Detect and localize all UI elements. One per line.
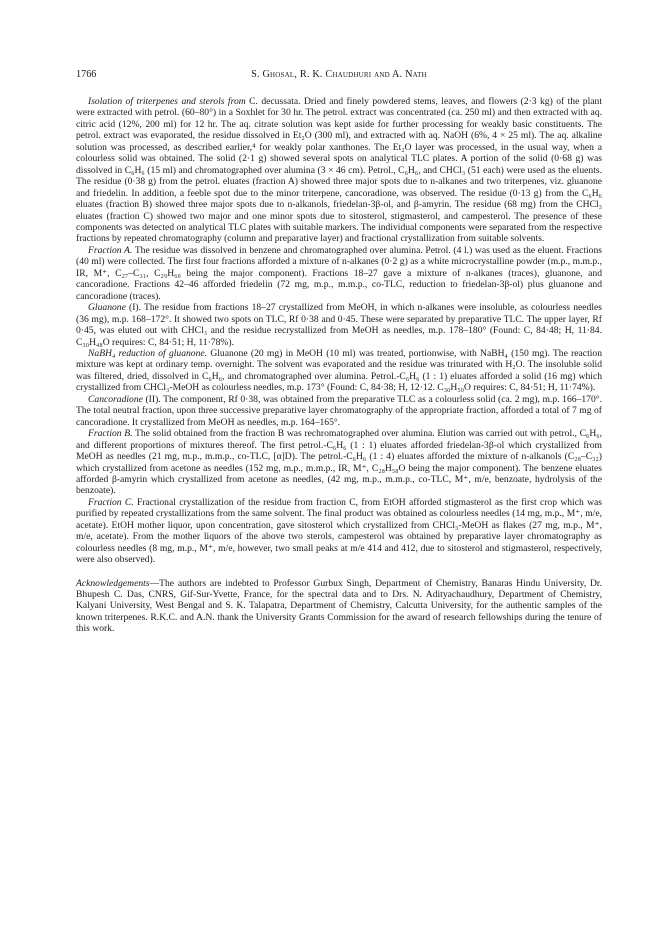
paragraph-cancoradione	[76, 394, 602, 428]
paragraph-fraction-a	[76, 245, 602, 302]
running-head-authors: S. Ghosal, R. K. Chaudhuri and A. Nath	[251, 69, 427, 80]
paragraph-heading: Gluanone	[88, 302, 126, 314]
paragraph-heading: Cancoradione	[88, 393, 143, 405]
paragraph-nabh4-reduction	[76, 348, 602, 394]
paragraph-text: The solid obtained from the fraction B was rechromatographed over alumina. Elution was carried out with petrol., C₆H₆, and different proportions of mixtures thereof. The first petrol.-C₆H₆ (1 : 1) eluates afforded friedelan-3β-ol which crystallized from MeOH as needles (21 mg, m.p., m.m.p., co-TLC, [α]D). The petrol.-C₆H₆ (1 : 4) eluates afforded the mixture of n-alkanols (C₂₈–C₃₂) which crystallized from acetone as needles (152 mg, m.p., m.m.p., IR, M⁺, C₂₈H₅₈O being the major component). The benzene eluates afforded β-amyrin which crystallized from acetone as needles, (42 mg, m.p., m.m.p., co-TLC, M⁺, m/e, benzoate, hydrolysis of the benzoate).	[76, 428, 602, 497]
acknowledgements-heading: Acknowledgements	[76, 577, 150, 589]
paragraph-heading: Isolation of triterpenes and sterols from	[88, 96, 246, 107]
paragraph-text: Fractional crystallization of the residue from fraction C, from EtOH afforded stigmasterol as the first crop which was purified by repeated crystallizations from the same solvent. The final product was obtained as colourless needles (14 mg, m.p., M⁺, m/e, acetate). EtOH mother liquor, upon concentration, gave sitosterol which crystallized from CHCl₃-MeOH as flakes (27 mg, m.p., M⁺, m/e, acetate). From the mother liquors of the above two sterols, campesterol was obtained by preparative layer chromatography as colourless needles (8 mg, m.p., M⁺, m/e, however, two small peaks at m/e 414 and 412, due to sitosterol and stigmasterol, respectively, were also observed).	[76, 496, 602, 566]
article-body	[76, 96, 602, 635]
acknowledgements	[76, 578, 602, 635]
paragraph-text: (II). The component, Rf 0·38, was obtained from the preparative TLC as a colourless solid (ca. 2 mg), m.p. 166–170°. The total neutral fraction, upon three successive preparative layer chromatography of the appropriate fraction, afforded a total of 7 mg of cancoradione. It crystallized from MeOH as needles, m.p. 164–165°.	[76, 393, 602, 428]
paragraph-heading: Fraction A.	[88, 244, 133, 256]
paragraph-isolation	[76, 96, 602, 245]
paragraph-gluanone	[76, 302, 602, 348]
paragraph-text: Gluanone (20 mg) in MeOH (10 ml) was treated, portionwise, with NaBH₄ (150 mg). The reaction mixture was kept at ordinary temp. overnight. The solvent was evaporated and the residue was triturated with H₂O. The insoluble solid was filtered, dried, dissolved in C₆H₆, and chromatographed over alumina. Petrol.-C₆H₆ (1 : 1) eluates afforded a solid (16 mg) which crystallized from CHCl₃-MeOH as colourless needles, m.p. 173° (Found: C, 84·38; H, 12·12. C₃₀H₅₀O requires: C, 84·51; H, 11·74%).	[76, 347, 602, 394]
page-number: 1766	[76, 69, 97, 80]
paragraph-text: (I). The residue from fractions 18–27 crystallized from MeOH, in which n-alkanes were insoluble, as colourless needles (36 mg), m.p. 168–172°. It showed two spots on TLC, Rf 0·38 and 0·45. These were separated by preparative TLC. The upper layer, Rf 0·45, was eluted out with CHCl₃ and the residue recrystallized from MeOH as needles, m.p. 178–180° (Found: C, 84·48; H, 11·84. C₃₀H₄₈O requires: C, 84·51; H, 11·78%).	[76, 302, 602, 348]
paragraph-text: The residue was dissolved in benzene and chromatographed over alumina. Petrol. (4 l.) was used as the eluent. Fractions (40 ml) were collected. The first four fractions afforded a mixture of n-alkanes (0·2 g) as a white microcrystalline powder (m.p., m.m.p., IR, M⁺, C₂₇–C₃₁, C₂₉H₆₀ being the major component). Fractions 18–27 gave a mixture of n-alkanes (traces), gluanone, and cancoradione. Fractions 42–46 afforded friedelin (72 mg, m.p., m.m.p., co-TLC, reduction to friedelan-3β-ol) plus gluanone and cancoradione (traces).	[76, 244, 602, 302]
paragraph-fraction-b	[76, 428, 602, 497]
paragraph-fraction-c	[76, 497, 602, 566]
running-head	[76, 68, 602, 82]
paragraph-heading: Fraction B.	[88, 428, 133, 440]
acknowledgements-text: —The authors are indebted to Professor Gurbux Singh, Department of Chemistry, Banaras Hindu University, Dr. Bhupesh C. Das, CNRS, Gif-Sur-Yvette, France, for the spectral data and to Drs. N. Adityachaudhury, Department of Chemistry, Kalyani University, West Bengal and S. K. Talapatra, Department of Chemistry, Calcutta University, for the authentic samples of the known triterpenes. R.K.C. and A.N. thank the University Grants Commission for the award of research fellowships during the tenure of this work.	[76, 577, 602, 635]
paragraph-text: Dried and finely powdered stems, leaves, and flowers (2·3 kg) of the plant were extracted with petrol. (60–80°) in a Soxhlet for 30 hr. The petrol. extract was concentrated (ca. 250 ml) and then extracted with aq. citric acid (12%, 200 ml) for 12 hr. The aq. citrate solution was kept aside for further processing for weakly basic constituents. The petrol. extract was evaporated, the residue dissolved in Et₂O (300 ml), and extracted with aq. NaOH (6%, 4 × 25 ml). The aq. alkaline solution was processed, as described earlier,⁴ for weakly polar xanthones. The Et₂O layer was processed, in the usual way, when a colourless solid was obtained. The solid (2·1 g) showed several spots on analytical TLC plates. A portion of the solid (0·68 g) was dissolved in C₆H₆ (15 ml) and chromatographed over alumina (3 × 46 cm). Petrol., C₆H₆, and CHCl₃ (51 each) were used as the eluents. The residue (0·38 g) from the petrol. eluates (fraction A) showed three major spots due to n-alkanes and two triterpenes, viz. gluanone and friedelin. In addition, a feeble spot due to the minor triterpene, cancoradione, was observed. The residue (0·13 g) from the C₆H₆ eluates (fraction B) showed three major spots due to n-alkanols, friedelan-3β-ol, and β-amyrin. The residue (68 mg) from the CHCl₃ eluates (fraction C) showed two major and one minor spots due to sitosterol, stigmasterol, and campesterol. The presence of these components was detected on analytical TLC plates with suitable markers. The individual components were separated from the respective fractions by repeated chromatography (column and preparative layer) and fractional crystallization from suitable solvents.	[76, 96, 602, 245]
paragraph-heading: NaBH₄ reduction of gluanone.	[88, 347, 208, 359]
paragraph-heading: Fraction C.	[88, 496, 134, 508]
paragraph-heading-species: C. decussata.	[249, 96, 301, 107]
